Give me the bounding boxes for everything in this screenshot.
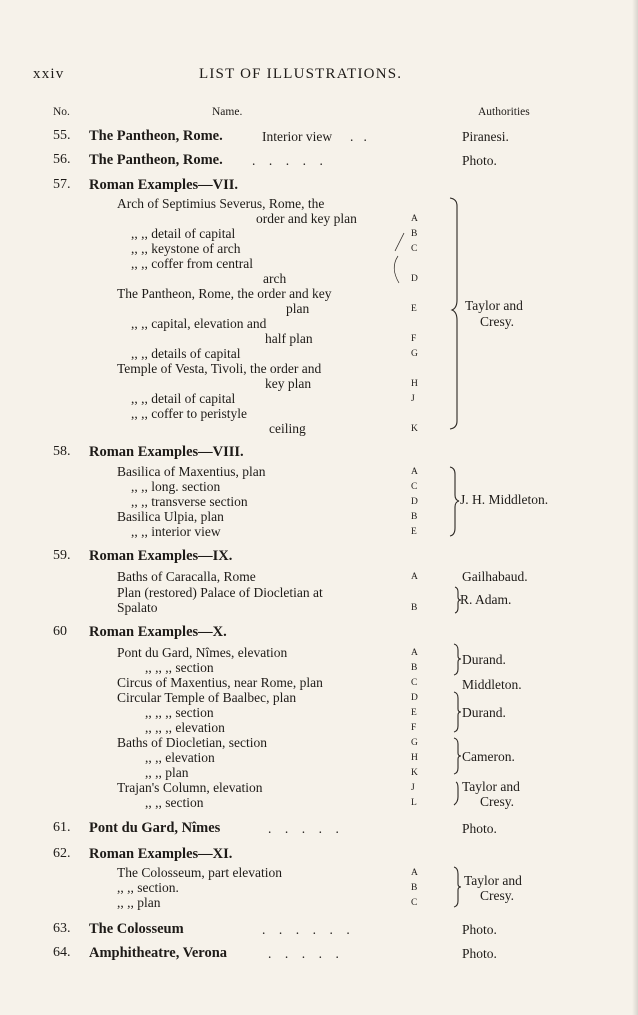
plate-letter: G [411,738,419,748]
plate-letter: J [411,394,416,404]
plate-letter: E [411,708,418,718]
plate-letter: D [411,497,419,507]
illustration-line: ,, ,, ,, section [145,705,214,720]
illustration-line: The Colosseum, part elevation [117,865,282,880]
illustration-line: Spalato [117,600,158,615]
entry-authority: Photo. [462,946,497,961]
brace-entry-60-taylor [454,782,458,805]
entry-authority: Cameron. [462,749,515,764]
entry-title: Amphitheatre, Verona [89,945,228,961]
page-edge-shadow [632,0,638,1015]
plate-letter: H [411,379,419,389]
plate-letter: K [411,424,419,434]
entry-title: The Colosseum [89,921,184,937]
plate-letter: E [411,304,418,314]
plate-letter: F [411,334,417,344]
plate-letter: B [411,883,418,893]
plate-letter: G [411,349,419,359]
entry-authority: J. H. Middleton. [460,492,549,507]
illustration-line: ,, ,, capital, elevation and [131,316,267,331]
entry-title: Roman Examples—VIII. [89,444,244,460]
entry-number: 56. [53,152,71,167]
entry-number: 63. [53,921,71,936]
entry-title: The Pantheon, Rome. [89,152,223,168]
entry-authority: Photo. [462,922,497,937]
leader-dots: . . . . . [252,153,323,168]
entry-title: Roman Examples—VII. [89,177,239,193]
illustration-line: ,, ,, ,, elevation [145,720,225,735]
plate-letter: C [411,898,418,908]
brace-entry-59 [455,587,461,613]
entry-number: 64. [53,945,71,960]
entry-title: Roman Examples—IX. [89,548,233,564]
illustration-line: ,, ,, plan [145,765,189,780]
illustration-line: The Pantheon, Rome, the order and key [117,286,332,301]
plate-letter: J [411,783,416,793]
plate-letter: H [411,753,419,763]
plate-letter: K [411,768,419,778]
entry-authority: Photo. [462,821,497,836]
plate-letter: E [411,527,418,537]
illustration-line: Circular Temple of Baalbec, plan [117,690,297,705]
entry-number: 60 [53,624,67,639]
plate-letter: B [411,663,418,673]
brace-entry-60-durand [454,644,461,675]
leader-dots: . . . . . [268,821,339,836]
illustration-line: plan [286,301,310,316]
plate-letter: D [411,274,419,284]
illustration-line: ,, ,, coffer to peristyle [131,406,247,421]
plate-letter: B [411,603,418,613]
plate-letter: C [411,244,418,254]
illustration-line: arch [263,271,287,286]
entry-authority: Cresy. [480,314,514,329]
illustration-line: ,, ,, plan [117,895,161,910]
entry-authority: Middleton. [462,677,522,692]
entry-title: Roman Examples—XI. [89,846,233,862]
illustration-line: half plan [265,331,313,346]
page-number: xxiv [33,66,65,82]
entry-authority: Taylor and [465,298,523,313]
plate-letter: A [411,467,419,477]
illustration-line: Arch of Septimius Severus, Rome, the [117,196,325,211]
column-heading-authorities: Authorities [478,106,530,118]
brace-entry-57 [450,198,457,429]
entry-number: 61. [53,820,71,835]
running-title: LIST OF ILLUSTRATIONS. [199,66,403,82]
brace-entry-62 [454,867,461,907]
entry-number: 55. [53,128,71,143]
illustration-line: ,, ,, ,, section [145,660,214,675]
entry-detail: Interior view [262,129,333,144]
illustration-line: ,, ,, detail of capital [131,226,236,241]
plate-letter: A [411,214,419,224]
illustration-line: ,, ,, interior view [131,524,221,539]
illustration-line: Plan (restored) Palace of Diocletian at [117,585,323,600]
illustration-line: ,, ,, detail of capital [131,391,236,406]
entry-title: Roman Examples—X. [89,624,227,640]
entry-authority: Photo. [462,153,497,168]
entry-authority: Piranesi. [462,129,509,144]
decorative-stroke [394,256,399,283]
decorative-stroke [395,233,404,251]
entry-number: 57. [53,177,71,192]
brace-entry-58 [450,467,459,536]
plate-letter: D [411,693,419,703]
brace-entry-60-cameron [454,738,461,774]
plate-letter: L [411,798,418,808]
illustration-line: Baths of Diocletian, section [117,735,267,750]
illustration-line: Circus of Maxentius, near Rome, plan [117,675,323,690]
entry-authority: Durand. [462,705,506,720]
illustration-line: Baths of Caracalla, Rome [117,569,256,584]
illustration-line: ,, ,, transverse section [131,494,248,509]
entry-authority: Cresy. [480,888,514,903]
illustration-line: order and key plan [256,211,357,226]
plate-letter: C [411,678,418,688]
leader-dots: . . . . . . [262,922,350,937]
entry-title: Pont du Gard, Nîmes [89,820,221,836]
illustration-line: Pont du Gard, Nîmes, elevation [117,645,288,660]
entry-title: The Pantheon, Rome. [89,128,223,144]
illustration-line: ,, ,, section. [117,880,179,895]
plate-letter: A [411,648,419,658]
illustration-line: Temple of Vesta, Tivoli, the order and [117,361,322,376]
brace-entry-60-durand-2 [454,692,461,732]
plate-letter: F [411,723,417,733]
illustration-line: Trajan's Column, elevation [117,780,263,795]
illustration-line: ,, ,, keystone of arch [131,241,241,256]
entry-authority: Gailhabaud. [462,569,528,584]
illustration-line: key plan [265,376,312,391]
leader-dots: . . . . . [268,946,339,961]
entry-authority: Cresy. [480,794,514,809]
leader-dots: . . [350,129,367,144]
illustration-line: ,, ,, long. section [131,479,221,494]
entry-authority: R. Adam. [460,592,512,607]
plate-letter: C [411,482,418,492]
entry-authority: Taylor and [462,779,520,794]
entry-number: 58. [53,444,71,459]
illustration-line: Basilica Ulpia, plan [117,509,224,524]
illustration-line: Basilica of Maxentius, plan [117,464,266,479]
illustration-line: ceiling [269,421,306,436]
illustration-line: ,, ,, coffer from central [131,256,253,271]
entry-number: 62. [53,846,71,861]
plate-letter: A [411,868,419,878]
plate-letter: B [411,229,418,239]
column-heading-name: Name. [212,106,243,118]
entry-number: 59. [53,548,71,563]
plate-letter: A [411,572,419,582]
illustration-line: ,, ,, section [145,795,204,810]
illustration-line: ,, ,, details of capital [131,346,241,361]
column-heading-no: No. [53,106,70,118]
entry-authority: Durand. [462,652,506,667]
plate-letter: B [411,512,418,522]
entry-authority: Taylor and [464,873,522,888]
illustration-line: ,, ,, elevation [145,750,215,765]
